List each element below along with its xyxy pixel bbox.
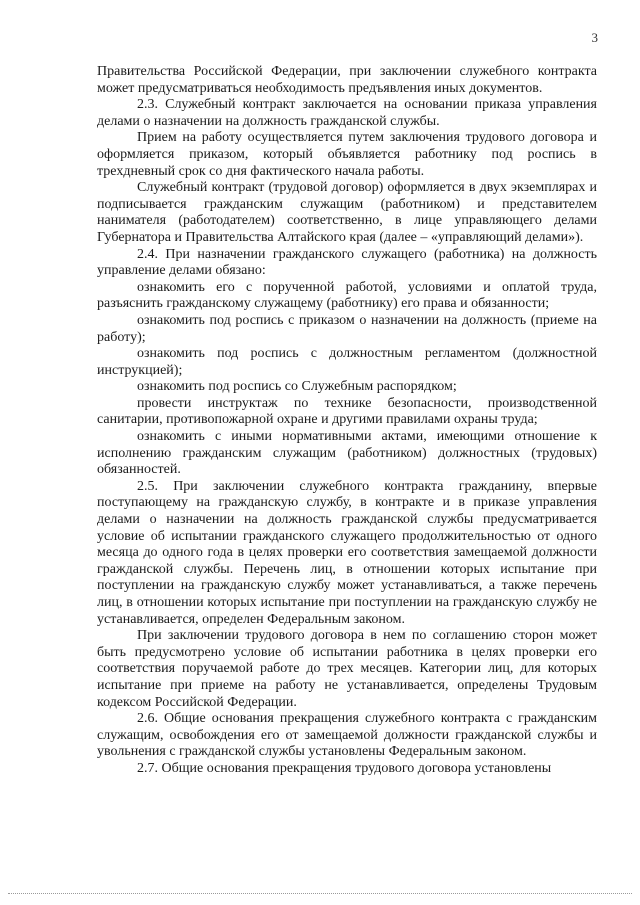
page-number: 3	[591, 30, 598, 45]
document-body	[97, 64, 597, 778]
paragraph-probation-labor: При заключении трудового договора в нем по соглашению сторон может быть предусмотрено условие об испытании работника в целях проверки его соответствия поручаемой работе до трех месяцев. Категории лиц, для которых испытание при приеме на работу не устанавливается, определены Трудовым кодексом Российской Федерации.	[97, 628, 597, 710]
list-item-duty-2: ознакомить под роспись с приказом о назначении на должность (приеме на работу);	[97, 312, 597, 345]
paragraph-hiring: Прием на работу осуществляется путем заключения трудового договора и оформляется приказом, который объявляется работнику под роспись в трехдневный срок со дня фактического начала работы.	[97, 130, 597, 179]
paragraph-continuation: Правительства Российской Федерации, при заключении служебного контракта может предусматриваться необходимость предъявления иных документов.	[97, 64, 597, 96]
paragraph-2-6: 2.6. Общие основания прекращения служебного контракта с гражданским служащим, освобождения его от замещаемой должности гражданской службы и увольнения с гражданской службы установлены Федеральным законом.	[97, 711, 597, 760]
paragraph-2-4: 2.4. При назначении гражданского служащего (работника) на должность управление делами обязано:	[97, 246, 597, 279]
scan-edge-line	[8, 893, 632, 894]
paragraph-2-7: 2.7. Общие основания прекращения трудового договора установлены	[137, 760, 552, 776]
list-item-duty-3: ознакомить под роспись с должностным регламентом (должностной инструкцией);	[97, 346, 597, 378]
paragraph-contract-copies: Служебный контракт (трудовой договор) оформляется в двух экземплярах и подписывается гражданским служащим (работником) и представителем нанимателя (работодателем) соответственно, в лице управляющего делами Губернатора и Правительства Алтайского края (далее – «управляющий делами»).	[97, 180, 597, 245]
list-item-duty-6: ознакомить с иными нормативными актами, имеющими отношение к исполнению гражданским служащим (работником) должностных (трудовых) обязанностей.	[97, 429, 597, 478]
list-item-duty-5: провести инструктаж по технике безопасности, производственной санитарии, противопожарной охране и другими правилами охраны труда;	[97, 395, 597, 428]
list-item-duty-4: ознакомить под роспись со Служебным распорядком;	[137, 379, 457, 395]
paragraph-2-5: 2.5. При заключении служебного контракта гражданину, впервые поступающему на гражданскую службу, в контракте и в приказе управления делами о назначении на должность гражданской службы предусматривается условие об испытании гражданского служащего продолжительностью от одного месяца до одного года в целях проверки его соответствия замещаемой должности гражданской службы. Перечень лиц, в отношении которых испытание при поступлении на гражданскую службу может устанавливаться, а также перечень лиц, в отношении которых испытание при поступлении на гражданскую службу не устанавливается, определен Федеральным законом.	[97, 478, 597, 627]
list-item-duty-1: ознакомить его с порученной работой, условиями и оплатой труда, разъяснить гражданскому служащему (работнику) его права и обязанности;	[97, 279, 597, 312]
paragraph-2-3: 2.3. Служебный контракт заключается на основании приказа управления делами о назначении на должность гражданской службы.	[97, 97, 597, 129]
